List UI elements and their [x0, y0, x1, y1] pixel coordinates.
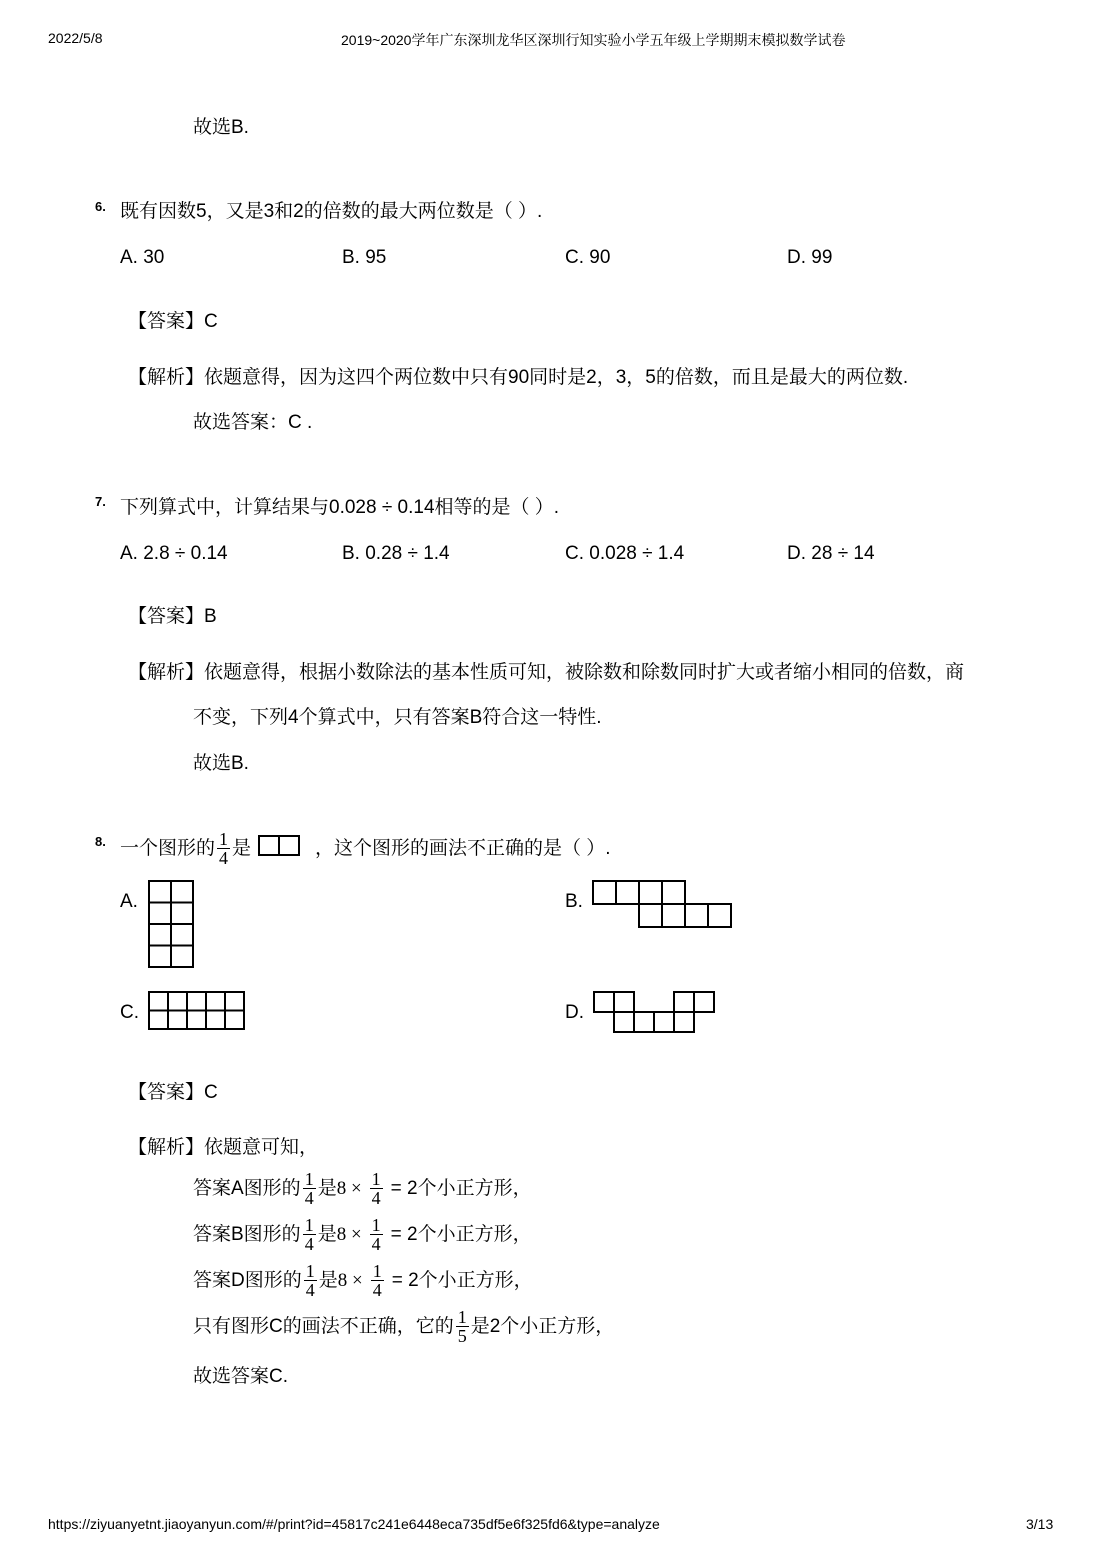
analysis-line — [193, 1216, 532, 1253]
option-a: A. 30 — [120, 247, 165, 268]
two-square-figure — [257, 832, 309, 858]
fraction — [303, 1216, 316, 1253]
prev-conclusion: 故选B. — [193, 117, 249, 138]
fraction-denominator: 4 — [371, 1188, 381, 1208]
option-d: D. 28 ÷ 14 — [787, 543, 875, 564]
line-mid: 是8 × — [317, 1177, 362, 1199]
fraction-numerator: 1 — [371, 1215, 381, 1235]
fraction-denominator: 4 — [305, 1280, 315, 1300]
option-c-figure — [149, 992, 247, 1032]
fraction — [456, 1308, 469, 1345]
analysis-text-cont: 不变，下列4个算式中，只有答案B符合这一特性. — [193, 707, 602, 728]
fraction-denominator: 4 — [371, 1234, 381, 1254]
stem-part-2: 是 — [232, 837, 252, 859]
page-number: 3/13 — [1026, 1516, 1054, 1532]
print-date: 2022/5/8 — [48, 30, 103, 46]
line-suffix: 是2个小正方形， — [470, 1315, 615, 1337]
option-c: C. 90 — [565, 247, 611, 268]
answer-row — [128, 1081, 218, 1105]
fraction-numerator: 1 — [304, 1169, 314, 1189]
analysis-line — [193, 1308, 614, 1345]
question-stem: 既有因数5，又是3和2的倍数的最大两位数是（ ）. — [120, 201, 543, 222]
line-suffix: = 2个小正方形， — [391, 1269, 533, 1291]
page-url: https://ziyuanyetnt.jiaoyanyun.com/#/print?id=45817c241e6448eca735df5e6f325fd6&type=analyze — [48, 1516, 660, 1532]
option-a-figure — [149, 881, 195, 969]
analysis-conclusion: 故选答案：C . — [193, 412, 313, 433]
option-c: C. 0.028 ÷ 1.4 — [565, 543, 685, 564]
answer-value: B — [204, 606, 217, 627]
answer-value: C — [204, 1082, 218, 1103]
fraction-denominator: 4 — [304, 1234, 314, 1254]
line-prefix: 答案B图形的 — [193, 1223, 301, 1245]
fraction-denominator: 4 — [304, 1188, 314, 1208]
analysis-text: 依题意可知， — [204, 1137, 319, 1158]
analysis-conclusion: 故选答案C. — [193, 1366, 289, 1387]
fraction — [371, 1262, 384, 1299]
document-title: 2019~2020学年广东深圳龙华区深圳行知实验小学五年级上学期期末模拟数学试卷 — [341, 32, 846, 48]
option-b-figure — [593, 881, 735, 931]
option-c-label: C. — [120, 1002, 139, 1023]
analysis-text: 依题意得，因为这四个两位数中只有90同时是2，3，5的倍数，而且是最大的两位数. — [204, 367, 909, 388]
analysis-row — [128, 661, 964, 685]
answer-row — [128, 605, 217, 629]
answer-label: 【答案】 — [128, 311, 205, 332]
fraction-numerator: 1 — [457, 1307, 467, 1327]
fraction-denominator: 4 — [372, 1280, 382, 1300]
fraction-numerator: 1 — [372, 1261, 382, 1281]
analysis-row — [128, 366, 908, 390]
analysis-label: 【解析】 — [128, 367, 205, 388]
fraction — [303, 1170, 316, 1207]
option-b: B. 0.28 ÷ 1.4 — [342, 543, 450, 564]
question-number: 8. — [95, 834, 106, 849]
option-a-label: A. — [120, 891, 138, 912]
stem-part-3: ，这个图形的画法不正确的是（ ）. — [315, 837, 611, 859]
stem-fraction — [217, 830, 230, 867]
answer-label: 【答案】 — [128, 1082, 205, 1103]
question-number: 6. — [95, 199, 106, 214]
option-d: D. 99 — [787, 247, 833, 268]
fraction-denominator: 5 — [457, 1326, 467, 1346]
question-number: 7. — [95, 494, 106, 509]
option-b-label: B. — [565, 891, 583, 912]
line-prefix: 只有图形C的画法不正确，它的 — [193, 1315, 454, 1337]
answer-label: 【答案】 — [128, 606, 205, 627]
fraction-numerator: 1 — [304, 1215, 314, 1235]
analysis-line — [193, 1170, 532, 1207]
answer-value: C — [204, 311, 218, 332]
analysis-label: 【解析】 — [128, 1137, 205, 1158]
analysis-conclusion: 故选B. — [193, 753, 249, 774]
fraction — [370, 1170, 383, 1207]
line-prefix: 答案D图形的 — [193, 1269, 302, 1291]
line-suffix: = 2个小正方形， — [390, 1223, 532, 1245]
fraction-numerator: 1 — [219, 829, 229, 849]
analysis-label: 【解析】 — [128, 662, 205, 683]
question-stem: 下列算式中，计算结果与0.028 ÷ 0.14相等的是（ ）. — [120, 497, 560, 518]
option-d-figure — [594, 992, 718, 1034]
analysis-row — [128, 1136, 318, 1160]
stem-part-1: 一个图形的 — [120, 837, 216, 859]
question-stem — [120, 830, 611, 867]
answer-row — [128, 310, 218, 334]
fraction — [304, 1262, 317, 1299]
analysis-text: 依题意得，根据小数除法的基本性质可知，被除数和除数同时扩大或者缩小相同的倍数，商 — [204, 662, 965, 683]
line-mid: 是8 × — [318, 1269, 363, 1291]
fraction-denominator: 4 — [219, 848, 229, 868]
line-mid: 是8 × — [317, 1223, 362, 1245]
fraction-numerator: 1 — [371, 1169, 381, 1189]
fraction — [370, 1216, 383, 1253]
option-b: B. 95 — [342, 247, 387, 268]
analysis-line — [193, 1262, 533, 1299]
line-prefix: 答案A图形的 — [193, 1177, 301, 1199]
fraction-numerator: 1 — [305, 1261, 315, 1281]
option-d-label: D. — [565, 1002, 584, 1023]
line-suffix: = 2个小正方形， — [390, 1177, 532, 1199]
option-a: A. 2.8 ÷ 0.14 — [120, 543, 228, 564]
